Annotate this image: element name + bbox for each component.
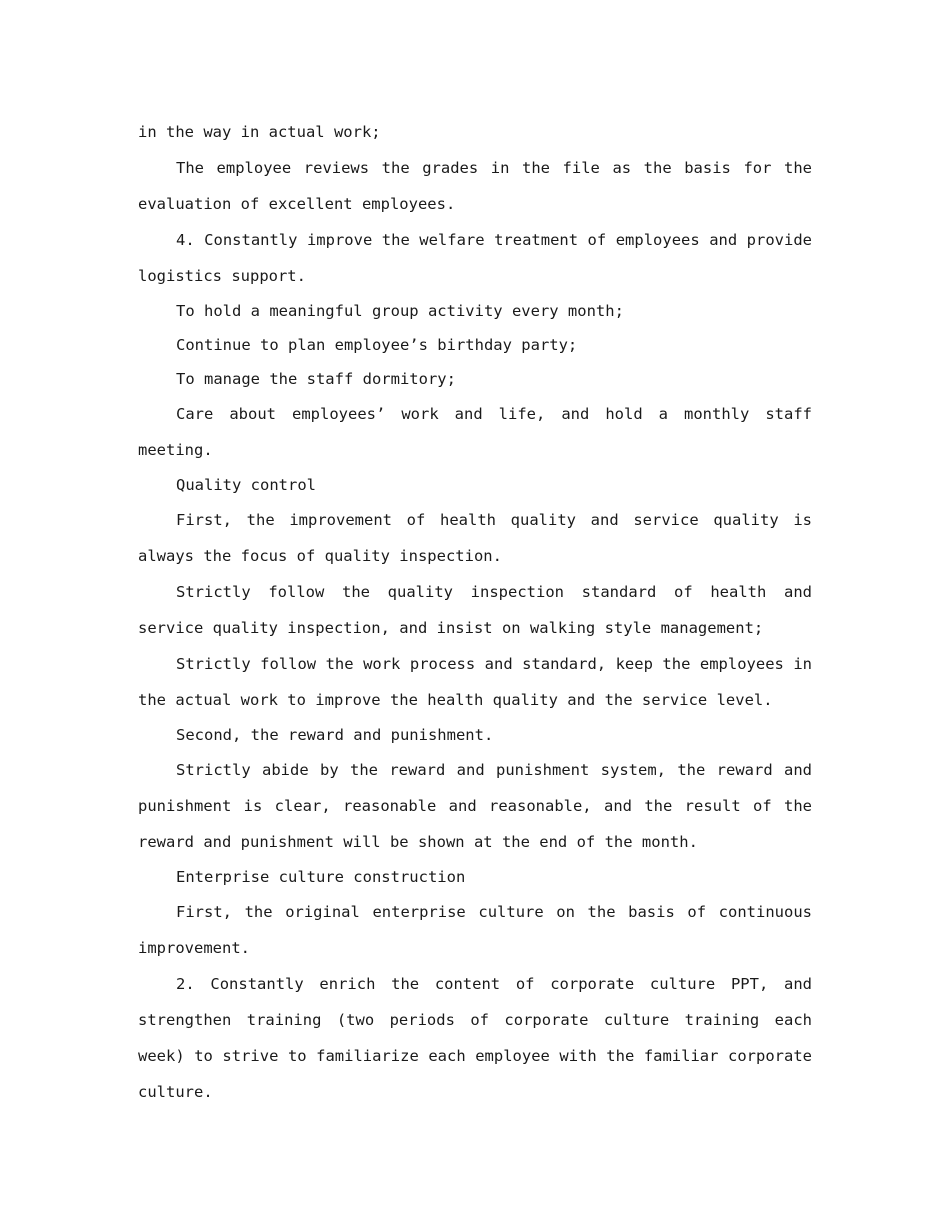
paragraph: Strictly follow the work process and standard, keep the employees in the actual work to improve the health quality and the service level. [138, 655, 812, 709]
paragraph: The employee reviews the grades in the file as the basis for the evaluation of excellent employees. [138, 159, 812, 213]
section-heading-quality-control: Quality control [176, 476, 316, 494]
paragraph: 2. Constantly enrich the content of corporate culture PPT, and strengthen training (two periods of corporate culture training each week) to strive to familiarize each employee with the familiar corporate culture. [138, 975, 812, 1101]
paragraph: To manage the staff dormitory; [176, 370, 456, 388]
paragraph: Strictly abide by the reward and punishment system, the reward and punishment is clear, reasonable and reasonable, and the result of the reward and punishment will be shown at the end of the month. [138, 761, 812, 851]
paragraph: in the way in actual work; [138, 123, 381, 141]
paragraph: Care about employees’ work and life, and hold a monthly staff meeting. [138, 405, 812, 459]
paragraph: First, the improvement of health quality and service quality is always the focus of quality inspection. [138, 511, 812, 565]
paragraph: 4. Constantly improve the welfare treatment of employees and provide logistics support. [138, 231, 812, 285]
paragraph: First, the original enterprise culture on the basis of continuous improvement. [138, 903, 812, 957]
paragraph: Strictly follow the quality inspection standard of health and service quality inspection, and insist on walking style management; [138, 583, 812, 637]
paragraph: Continue to plan employee’s birthday party; [176, 336, 578, 354]
section-heading-enterprise-culture: Enterprise culture construction [176, 868, 466, 886]
document-body [138, 114, 812, 1110]
paragraph: To hold a meaningful group activity every month; [176, 302, 624, 320]
paragraph: Second, the reward and punishment. [176, 726, 494, 744]
